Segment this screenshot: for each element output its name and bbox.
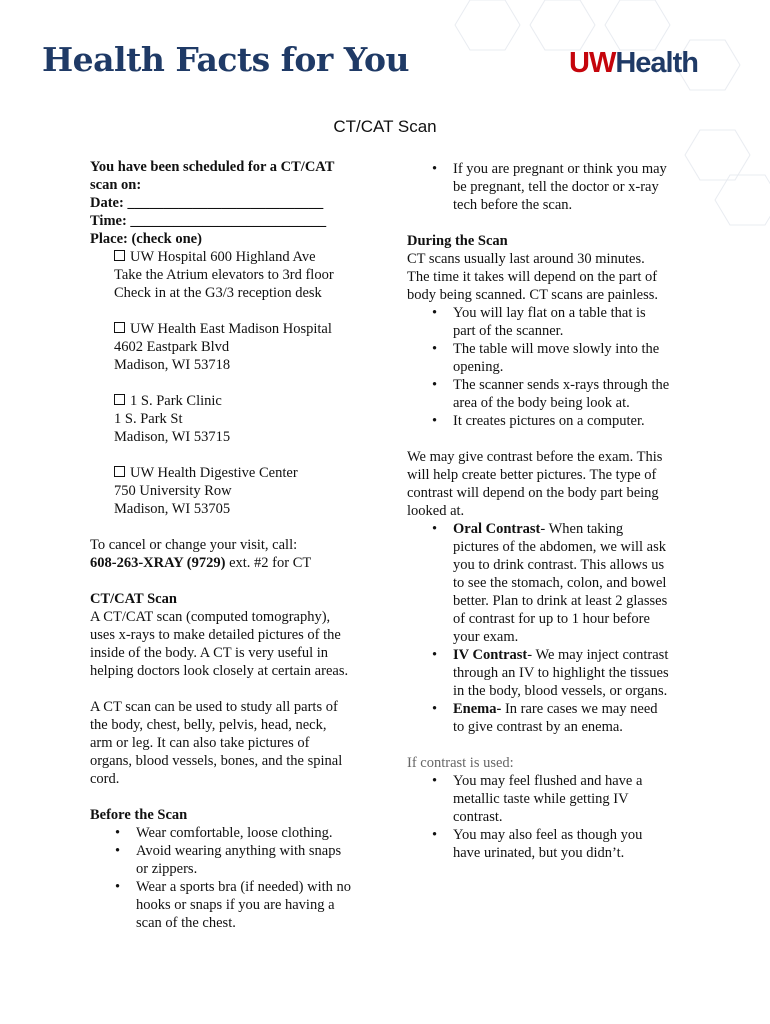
section-heading: Before the Scan [90, 807, 188, 823]
if-contrast-list [407, 772, 697, 862]
place-option: 1 S. Park Clinic 1 S. Park St Madison, WI 53715 [114, 393, 231, 445]
contrast-list [407, 520, 697, 736]
phone-line: 608-263-XRAY (9729) ext. #2 for CT [90, 555, 312, 571]
list-item: • You may also feel as though you have urinated, but you didn’t. [432, 827, 643, 861]
place-option: UW Health Digestive Center 750 University Row Madison, WI 53705 [114, 465, 298, 517]
place-label: Place: (check one) [90, 231, 202, 247]
list-item: • IV Contrast- We may inject contrast through an IV to highlight the tissues in the body, blood vessels, or organs. [432, 647, 669, 699]
list-item: • The scanner sends x-rays through the area of the body being look at. [432, 377, 670, 411]
list-item: • Wear a sports bra (if needed) with no hooks or snaps if you are having a scan of the chest. [115, 879, 352, 931]
uw-health-logo: UWHealth [569, 47, 698, 79]
place-option: UW Health East Madison Hospital 4602 Eastpark Blvd Madison, WI 53718 [114, 321, 332, 373]
list-item: • Avoid wearing anything with snaps or zippers. [115, 843, 342, 877]
place-option: UW Hospital 600 Highland Ave Take the Atrium elevators to 3rd floor Check in at the G3/3 reception desk [114, 249, 334, 301]
masthead-title: Health Facts for You [42, 40, 410, 79]
cancel-instructions: To cancel or change your visit, call: [90, 537, 298, 553]
paragraph: We may give contrast before the exam. This [407, 449, 663, 465]
during-scan-list [407, 304, 697, 430]
checkbox[interactable] [114, 250, 125, 261]
scheduled-line: scan on: [90, 177, 142, 193]
checkbox[interactable] [114, 394, 125, 405]
document-title: CT/CAT Scan [333, 117, 437, 136]
date-field: Date: ___________________________ [90, 195, 324, 211]
section-heading: CT/CAT Scan [90, 591, 177, 607]
section-heading: During the Scan [407, 233, 508, 249]
list-item: • If you are pregnant or think you may be pregnant, tell the doctor or x-ray tech before the scan. [432, 161, 667, 213]
left-column: You have been scheduled for a CT/CAT scan on: Date: ___________________________ Time: ___________________________ Place: (check one) UW Hospital 600 Highland Ave Take the Atrium elevators to 3rd floor Check in at the G3/3 reception desk UW Health East Madison Hospital 4602 Eastpark Blvd Madison, WI 53718 1 S. Park Clinic 1 S. Park St Madison, WI 53715 UW Health Digestive Center 750 University Row Madison, WI 53705 To cancel or change your visit, call: 608-263-XRAY (9729) ext. #2 for CT CT/CAT Scan A CT/CAT scan (computed tomography), uses x-rays to make detailed pictures of the inside of the body. A CT is very useful in helping doctors look closely at certain areas. A CT scan can be used to study all parts of the body, chest, belly, pelvis, head, neck, arm or leg. It can also take pictures of organs, blood vessels, bones, and the spinal cord. Before the Scan • Wear comfortable, loose clothing. • Avoid wearing anything with snaps or zippers. • Wear a sports bra (if needed) with no hooks or snaps if you are having a scan of the chest. [90, 158, 380, 932]
right-column: • If you are pregnant or think you may be pregnant, tell the doctor or x-ray tech before the scan. During the Scan CT scans usually last around 30 minutes. The time it takes will depend on the part of body being scanned. CT scans are painless. • You will lay flat on a table that is part of the scanner. • The table will move slowly into the opening. • The scanner sends x-rays through the area of the body being look at. • It creates pictures on a computer. We may give contrast before the exam. This will help create better pictures. The type of contrast will depend on the body part being looked at. • Oral Contrast- When taking pictures of the abdomen, we will ask you to drink contrast. This allows us to see the stomach, colon, and bowel better. Plan to drink at least 2 glasses of contrast for up to 1 hour before your exam. • IV Contrast- We may inject contrast through an IV to highlight the tissues in the body, blood vessels, or organs. • Enema- In rare cases we may need to give contrast by an enema. If contrast is used: • You may feel flushed and have a metallic taste while getting IV contrast. • You may also feel as though you have urinated, but you didn’t. [407, 160, 697, 862]
before-scan-list [90, 824, 380, 932]
list-item: • The table will move slowly into the opening. [432, 341, 660, 375]
checkbox[interactable] [114, 466, 125, 477]
phone-number: 608-263-XRAY (9729) [90, 555, 226, 571]
checkbox[interactable] [114, 322, 125, 333]
list-item: • Enema- In rare cases we may need to give contrast by an enema. [432, 701, 658, 735]
list-item: • Oral Contrast- When taking pictures of the abdomen, we will ask you to drink contrast. This allows us to see the stomach, colon, and bowel better. Plan to drink at least 2 glasses of contrast for up to 1 hour before your exam. [432, 521, 668, 645]
list-item: • Wear comfortable, loose clothing. [115, 825, 333, 841]
time-field: Time: ___________________________ [90, 213, 327, 229]
pregnancy-list [407, 160, 697, 214]
list-item: • You will lay flat on a table that is part of the scanner. [432, 305, 646, 339]
scheduled-line: You have been scheduled for a CT/CAT [90, 159, 335, 175]
if-contrast-label: If contrast is used: [407, 755, 514, 771]
list-item: • You may feel flushed and have a metallic taste while getting IV contrast. [432, 773, 643, 825]
paragraph: A CT scan can be used to study all parts of [90, 699, 338, 715]
list-item: • It creates pictures on a computer. [432, 413, 645, 429]
